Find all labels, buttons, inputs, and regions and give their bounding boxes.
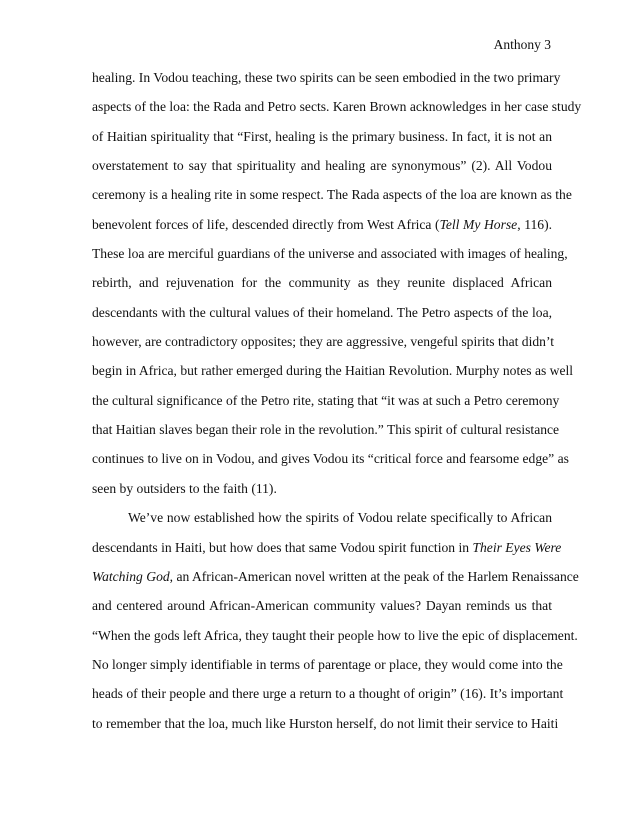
text-segment: overstatement to say that spirituality and healing are synonymous” (2). All Vodou: [92, 158, 552, 174]
text-segment: however, are contradictory opposites; they are aggressive, vengeful spirits that didn’t: [92, 334, 555, 350]
text-segment: benevolent forces of life, descended directly from West Africa (: [92, 216, 440, 232]
text-segment: and centered around African-American community values? Dayan reminds us that: [92, 598, 552, 614]
text-line: [92, 509, 552, 538]
running-head: Anthony 3: [493, 37, 551, 52]
text-segment: ceremony is a healing rite in some respect. The Rada aspects of the loa are known as the: [92, 187, 572, 203]
text-line: [92, 274, 552, 303]
text-segment: heads of their people and there urge a return to a thought of origin” (16). It’s important: [92, 686, 564, 702]
text-segment: rebirth, and rejuvenation for the community as they reunite displaced African: [92, 275, 552, 291]
text-line: [92, 245, 568, 274]
text-segment: continues to live on in Vodou, and gives Vodou its “critical force and fearsome edge” as: [92, 451, 569, 467]
text-line: [92, 627, 578, 656]
text-line: [92, 128, 552, 157]
text-line: [92, 98, 582, 127]
text-segment: These loa are merciful guardians of the universe and associated with images of healing,: [92, 246, 568, 262]
text-segment: begin in Africa, but rather emerged during the Haitian Revolution. Murphy notes as well: [92, 363, 574, 379]
text-line: [92, 685, 564, 714]
text-segment: “When the gods left Africa, they taught their people how to live the epic of displacement.: [92, 627, 578, 643]
text-line: [92, 568, 579, 597]
text-segment: seen by outsiders to the faith (11).: [92, 480, 277, 496]
text-segment: aspects of the loa: the Rada and Petro sects. Karen Brown acknowledges in her case study: [92, 99, 582, 115]
text-line: [92, 392, 560, 421]
body-text: [92, 69, 582, 744]
text-segment: the cultural significance of the Petro rite, stating that “it was at such a Petro ceremony: [92, 392, 560, 408]
text-segment: to remember that the loa, much like Hurston herself, do not limit their service to Haiti: [92, 715, 559, 731]
italic-title: Watching God: [92, 568, 170, 584]
text-line: [92, 69, 561, 98]
text-line: [92, 539, 562, 568]
text-line: [92, 186, 572, 215]
text-segment: healing. In Vodou teaching, these two spirits can be seen embodied in the two primary: [92, 70, 561, 85]
text-segment: that Haitian slaves began their role in the revolution.” This spirit of cultural resistance: [92, 422, 560, 438]
italic-title: Tell My Horse: [439, 216, 518, 232]
text-line: [92, 362, 574, 391]
text-line: [92, 333, 555, 362]
text-line: [92, 656, 563, 685]
text-segment: , 116).: [517, 216, 553, 232]
text-line: [92, 421, 560, 450]
text-line: [92, 715, 559, 744]
text-line: [92, 450, 569, 479]
text-segment: descendants with the cultural values of their homeland. The Petro aspects of the loa,: [92, 304, 552, 320]
text-line: [92, 304, 552, 333]
text-segment: We’ve now established how the spirits of Vodou relate specifically to African: [128, 510, 552, 526]
italic-title: Their Eyes Were: [472, 539, 562, 555]
text-segment: descendants in Haiti, but how does that same Vodou spirit function in: [92, 539, 473, 555]
text-line: [92, 480, 552, 509]
text-line: [92, 597, 552, 626]
text-segment: , an African-American novel written at the peak of the Harlem Renaissance: [169, 568, 579, 584]
text-segment: No longer simply identifiable in terms of parentage or place, they would come into the: [92, 656, 563, 672]
text-line: [92, 216, 552, 245]
text-segment: of Haitian spirituality that “First, healing is the primary business. In fact, it is not an: [92, 128, 552, 144]
text-line: [92, 157, 552, 186]
